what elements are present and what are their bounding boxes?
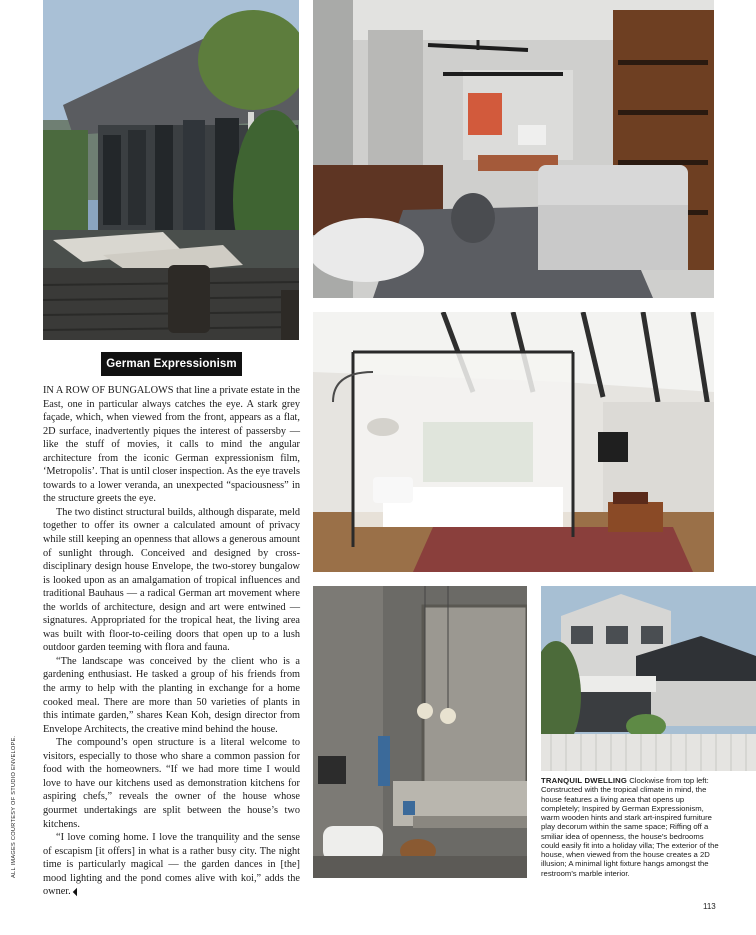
article-paragraph: The compound’s open structure is a literal welcome to visitors, especially to those who share a common passion for food with the homeowners. “If we had more time I would love to have our kitchens used as demonstration kitchens for aspiring chefs,” reveals the owner of the house whose gourmet undertakings are split between the house’s two kitchens. xyxy=(43,737,300,830)
article-paragraph: “The landscape was conceived by the client who is a gardening enthusiast. He tasked a group of his friends from the army to help with the planting in exchange for a home cooked meal. There are more than 50 varieties of plants in this intimate garden,” shares Kean Koh, design director from Envelope Architects, the creative mind behind the house. xyxy=(43,655,300,735)
end-mark-icon xyxy=(73,888,81,896)
caption-title: TRANQUIL DWELLING xyxy=(541,776,628,785)
article-body xyxy=(43,384,300,899)
photo-living-room xyxy=(313,0,714,298)
caption-text: Clockwise from top left: Constructed with the tropical climate in mind, the house features a living area that opens up completely; Inspired by German Expressionism, warm wooden hints and stark art-inspired furniture play decorum within the same space; Riffing off a smiliar idea of openness, the house's bedrooms could easily fit into a holiday villa; The exterior of the house, when viewed from the house creates a 2D illusion; A minimal light fixture hangs amongst the restroom's marble interior. xyxy=(541,776,719,878)
lead-in: IN A ROW OF BUNGALOWS xyxy=(43,385,174,396)
section-heading: German Expressionism xyxy=(101,352,242,376)
photo-veranda-exterior xyxy=(43,0,299,340)
article-paragraph: The two distinct structural builds, although disparate, meld together to offer its owner a calculated amount of privacy while still keeping an openness that allows a generous amount of sunlight through. Conceived and designed by cross-disciplinary design house Envelope, the two-storey bungalow is looked upon as an amalgamation of tropical influences and traditional Bauhaus — a radical German art movement where the worlds of architecture, design and art were entwined — signatures. Appropriated for the tropical heat, the living area was built with floor-to-ceiling doors that open up to a lush outdoor garden teeming with flora and fauna. xyxy=(43,506,300,654)
photo-restroom xyxy=(313,586,527,878)
article-paragraph xyxy=(43,831,300,899)
page-number: 113 xyxy=(703,902,716,911)
photo-bedroom xyxy=(313,312,714,572)
paragraph-text: that line a private estate in the East, one in particular always catches the eye. A stark grey façade, which, when viewed from the front, appears as a flat, 2D surface, inadvertently piques the interest of passersby — like the stuff of movies, it calls to mind the angular architecture from the iconic German expressionism film, ‘Metropolis’. That is until closer inspection. As the eye travels towards to a lower veranda, an unexpected “spaciousness” in the structure greets the eye. xyxy=(43,385,300,505)
paragraph-text: “I love coming home. I love the tranquility and the sense of escapism [it offers] in what is a rather busy city. The night time is particularly magical — the garden dances in [the] mood lighting and the pond comes alive with koi,” adds the owner. xyxy=(43,832,300,898)
photo-caption xyxy=(541,776,719,878)
photo-exterior-facade xyxy=(541,586,756,771)
image-credit: ALL IMAGES COURTESY OF STUDIO ENVELOPE. xyxy=(11,735,17,878)
article-paragraph xyxy=(43,384,300,506)
